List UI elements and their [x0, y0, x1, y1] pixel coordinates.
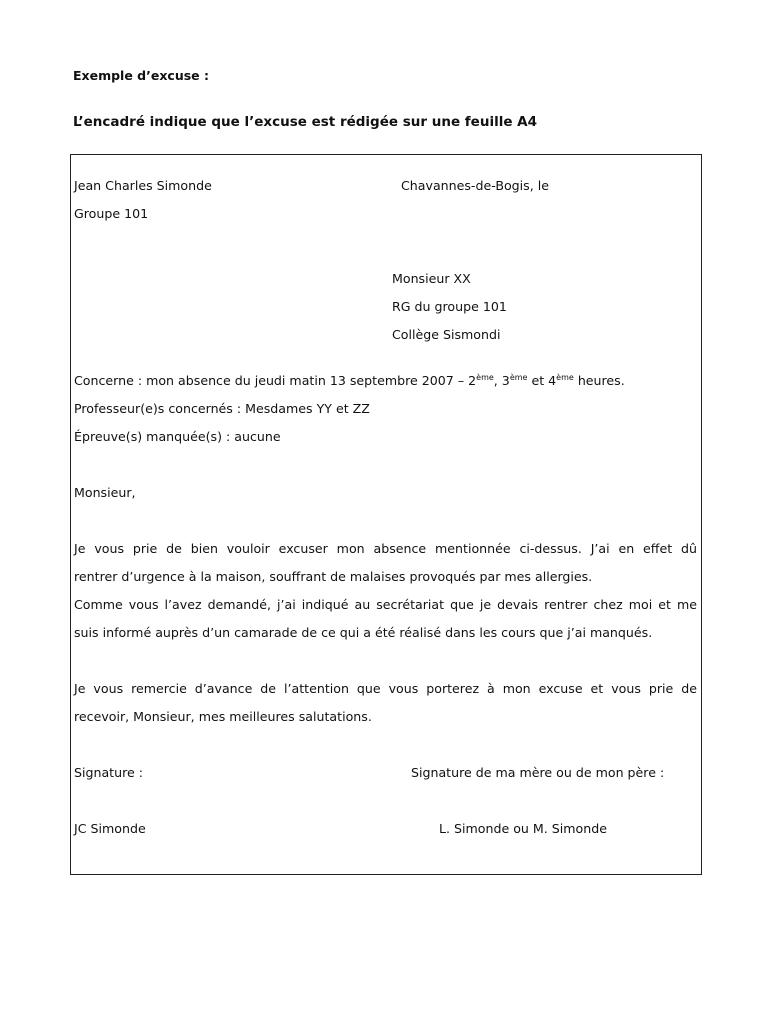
subject-prefix: Concerne : mon absence du jeudi matin 13 septembre 2007 – 2 — [74, 373, 477, 388]
subject-suffix: heures. — [573, 373, 625, 388]
letter-frame — [70, 154, 702, 875]
recipient-school: Collège Sismondi — [392, 327, 501, 342]
signature-label: Signature : — [74, 765, 144, 780]
body-line: rentrer d’urgence à la maison, souffrant de malaises provoqués par mes allergies. — [74, 569, 593, 584]
subject-line — [74, 373, 625, 389]
body-line: suis informé auprès d’un camarade de ce qui a été réalisé dans les cours que j’ai manqués. — [74, 625, 653, 640]
place-date: Chavannes-de-Bogis, le — [401, 178, 549, 193]
example-heading: Exemple d’excuse : — [73, 68, 209, 83]
subject-sep-2: et 4 — [527, 373, 557, 388]
subject-sup-2: ème — [509, 373, 528, 382]
recipient-name: Monsieur XX — [392, 271, 471, 286]
student-signature: JC Simonde — [74, 821, 146, 836]
body-line: Comme vous l’avez demandé, j’ai indiqué au secrétariat que je devais rentrer chez moi et me — [74, 597, 697, 612]
sender-group: Groupe 101 — [74, 206, 149, 221]
recipient-role: RG du groupe 101 — [392, 299, 507, 314]
subject-sup-3: ème — [556, 373, 574, 382]
teachers-line: Professeur(e)s concernés : Mesdames YY et ZZ — [74, 401, 370, 416]
tests-line: Épreuve(s) manquée(s) : aucune — [74, 429, 281, 444]
closing-line: Je vous remercie d’avance de l’attention que vous porterez à mon excuse et vous prie de — [74, 681, 697, 696]
closing-line: recevoir, Monsieur, mes meilleures salutations. — [74, 709, 372, 724]
a4-note-heading: L’encadré indique que l’excuse est rédigée sur une feuille A4 — [73, 114, 538, 130]
parent-signature: L. Simonde ou M. Simonde — [439, 821, 607, 836]
body-line: Je vous prie de bien vouloir excuser mon absence mentionnée ci-dessus. J’ai en effet dû — [74, 541, 697, 556]
sender-name: Jean Charles Simonde — [74, 178, 212, 193]
subject-sup-1: ème — [476, 373, 494, 382]
salutation: Monsieur, — [74, 485, 136, 500]
parent-signature-label: Signature de ma mère ou de mon père : — [411, 765, 665, 780]
subject-sep-1: , 3 — [493, 373, 510, 388]
